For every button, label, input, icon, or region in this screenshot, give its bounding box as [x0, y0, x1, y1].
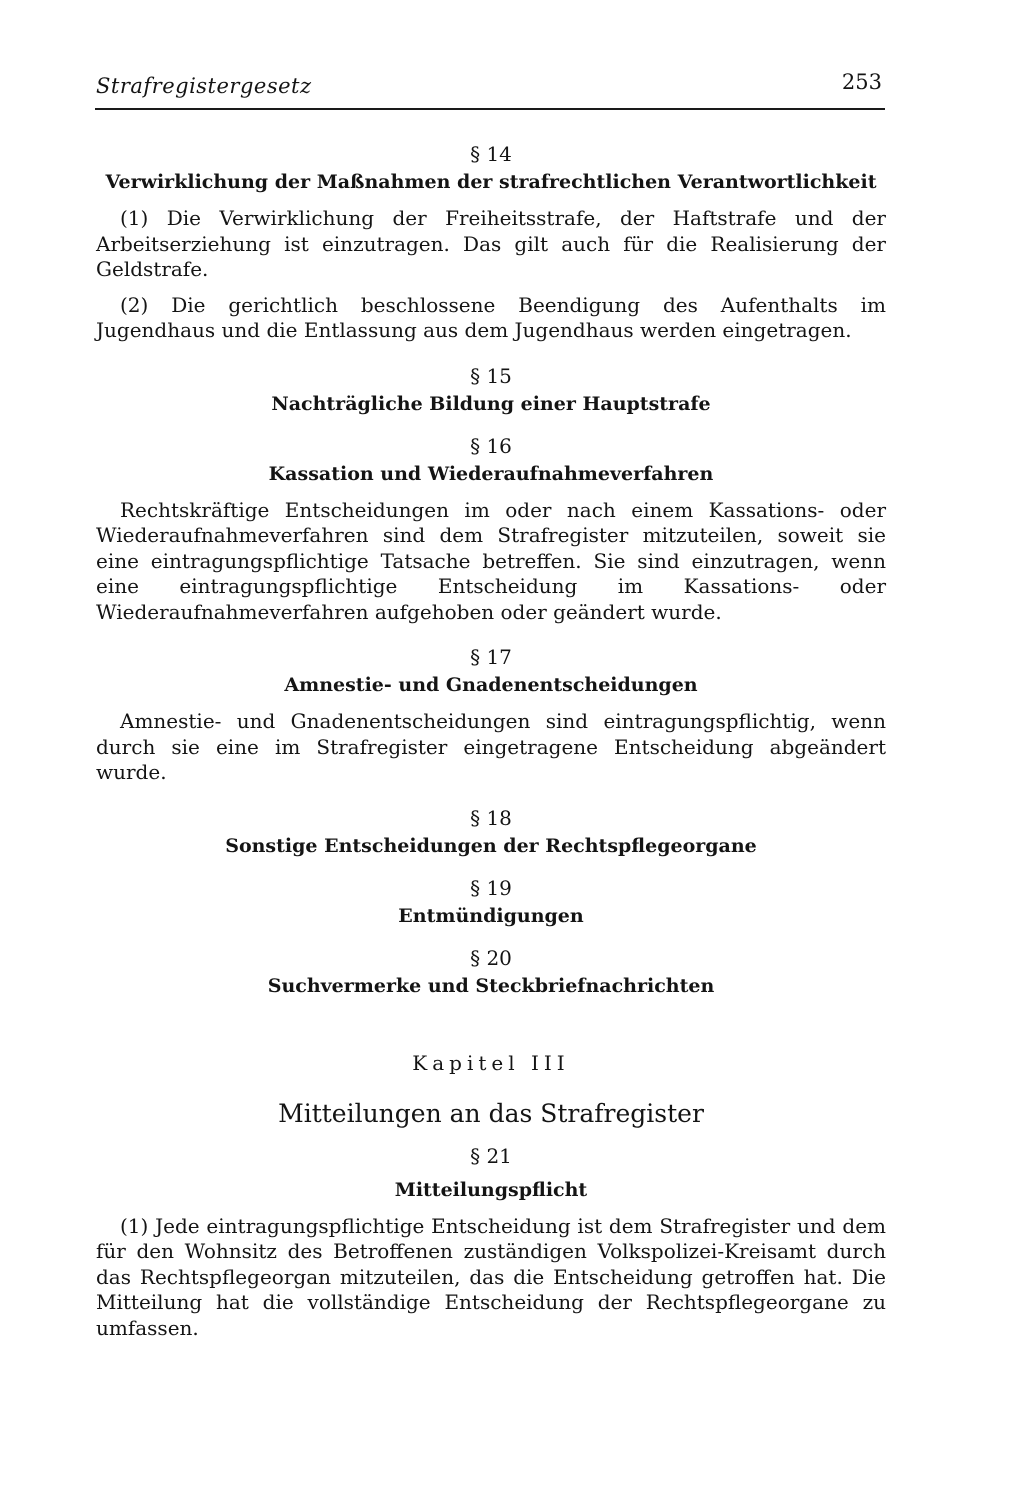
header-rule — [95, 108, 885, 110]
paragraph: (1) Die Verwirklichung der Freiheitsstrafe, der Haftstrafe und der Arbeitserziehung ist einzutragen. Das gilt auch für die Realisierung der Geldstrafe. — [96, 206, 886, 281]
paragraph: (2) Die gerichtlich beschlossene Beendigung des Aufenthalts im Jugendhaus und die Entlassung aus dem Jugendhaus werden eingetragen. — [96, 292, 886, 342]
section-number: § 16 — [470, 433, 512, 458]
section-title: Entmündigungen — [398, 904, 584, 927]
section-number: § 14 — [470, 142, 512, 166]
section-title: Mitteilungspflicht — [394, 1178, 588, 1201]
section-19 — [96, 874, 886, 930]
paragraph: Rechtskräftige Entscheidungen im oder nach einem Kassations- oder Wiederaufnahmeverfahren sind dem Strafregister mitzuteilen, soweit sie eine eintragungspflichtige Tatsache betreffen. Sie sind einzutragen, wenn eine eintragungspflichtige Entscheidung im Kassations- oder Wiederaufnahmeverfahren aufgehoben oder geändert wurde. — [96, 497, 886, 624]
chapter-heading — [96, 1048, 886, 1132]
section-14 — [96, 140, 886, 344]
section-number: § 20 — [470, 945, 512, 970]
section-16 — [96, 432, 886, 626]
page-number: 253 — [841, 70, 882, 94]
section-number: § 18 — [470, 805, 512, 830]
section-title: Nachträgliche Bildung einer Hauptstrafe — [271, 392, 711, 415]
section-title: Sonstige Entscheidungen der Rechtspflegeorgane — [225, 834, 757, 857]
section-18 — [96, 804, 886, 860]
page-content — [96, 140, 886, 1341]
paragraph: (1) Jede eintragungspflichtige Entscheidung ist dem Strafregister und dem für den Wohnsitz des Betroffenen zuständigen Volkspolizei-Kreisamt durch das Rechtspflegeorgan mitzuteilen, das die Entscheidung getroffen hat. Die Mitteilung hat die vollständige Entscheidung der Rechtspflegeorgane zu umfassen. — [96, 1213, 886, 1340]
paragraph: Amnestie- und Gnadenentscheidungen sind eintragungspflichtig, wenn durch sie eine im Strafregister eingetragene Entscheidung abgeändert wurde. — [96, 709, 886, 784]
section-15 — [96, 362, 886, 418]
running-header — [96, 70, 884, 100]
section-title: Amnestie- und Gnadenentscheidungen — [284, 674, 698, 696]
section-title: Suchvermerke und Steckbriefnachrichten — [267, 974, 715, 997]
section-17 — [96, 643, 886, 786]
chapter-title: Mitteilungen an das Strafregister — [278, 1098, 704, 1128]
running-title: Strafregistergesetz — [96, 74, 312, 98]
section-21 — [96, 1142, 886, 1342]
section-title: Verwirklichung der Maßnahmen der strafrechtlichen Verantwortlichkeit — [105, 171, 877, 193]
section-title: Kassation und Wiederaufnahmeverfahren — [268, 462, 714, 485]
section-number: § 15 — [470, 363, 512, 388]
chapter-label: Kapitel III — [412, 1050, 570, 1075]
section-number: § 19 — [470, 875, 512, 900]
section-number: § 17 — [470, 645, 512, 669]
section-number: § 21 — [470, 1143, 512, 1168]
section-20 — [96, 944, 886, 1000]
